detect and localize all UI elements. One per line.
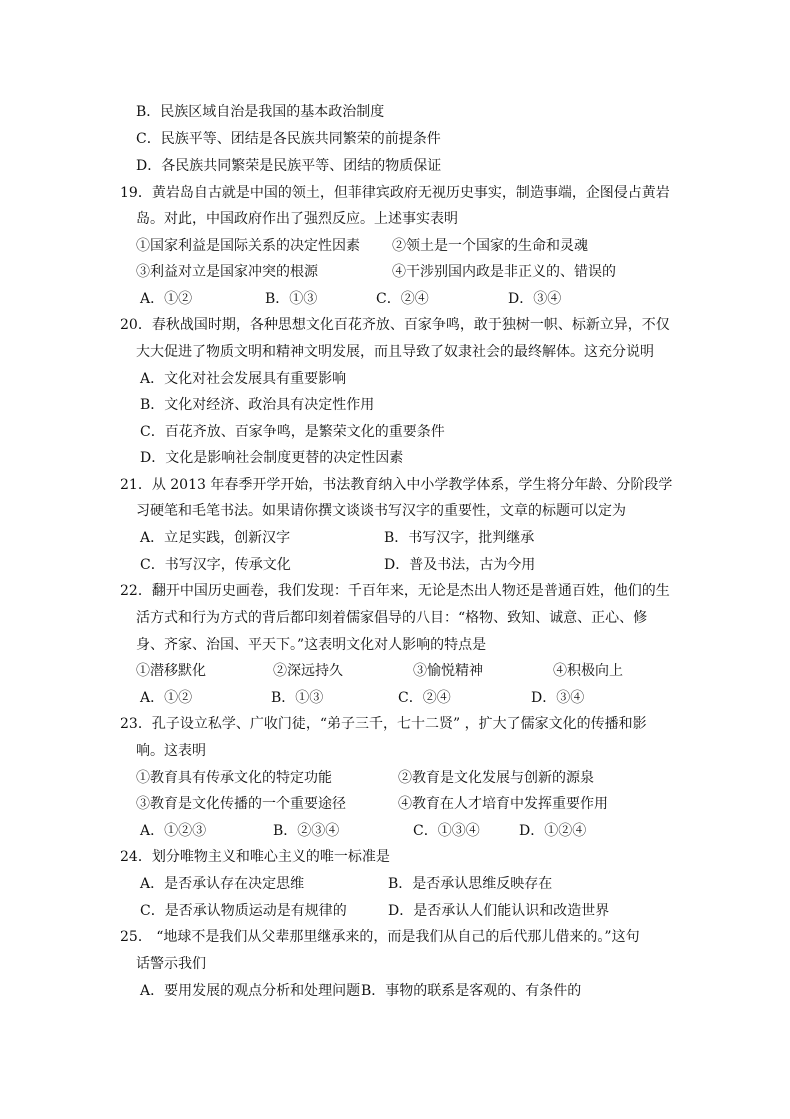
q21-option-d: D．普及书法，古为今用 — [384, 557, 536, 573]
q20-option-c: C．百花齐放、百家争鸣，是繁荣文化的重要条件 — [140, 424, 445, 440]
q19-option-c: C．②④ — [376, 291, 429, 307]
q19-option-a: A．①② — [140, 291, 193, 307]
q22-stem-line1: 22．翻开中国历史画卷，我们发现：千百年来，无论是杰出人物还是普通百姓，他们的生 — [120, 583, 670, 599]
q19-option-d: D．③④ — [508, 291, 562, 307]
q22-option-c: C．②④ — [398, 690, 451, 706]
q23-option-d: D．①②④ — [519, 823, 587, 839]
q22-option-a: A．①② — [140, 690, 193, 706]
q23-option-a: A．①②③ — [140, 823, 207, 839]
q23-option-b: B．②③④ — [273, 823, 340, 839]
q23-stem-line1: 23．孔子设立私学、广收门徒，“弟子三千，七十二贤” ，扩大了儒家文化的传播和影 — [120, 716, 647, 732]
q23-stem-line2: 响。这表明 — [136, 743, 206, 759]
q18-option-d: D．各民族共同繁荣是民族平等、团结的物质保证 — [136, 158, 442, 174]
q19-option-b: B．①③ — [265, 291, 318, 307]
q25-stem-line1: 25． “地球不是我们从父辈那里继承来的，而是我们从自己的后代那儿借来的。”这句 — [120, 929, 640, 945]
q22-statement-2: ②深远持久 — [273, 663, 343, 679]
q24-option-a: A．是否承认存在决定思维 — [140, 876, 305, 892]
q25-stem-line2: 话警示我们 — [136, 956, 206, 972]
q25-option-a: A．要用发展的观点分析和处理问题 — [140, 983, 361, 999]
q22-statement-1: ①潜移默化 — [136, 663, 206, 679]
q22-stem-line3: 身、齐家、治国、平天下。”这表明文化对人影响的特点是 — [136, 637, 487, 653]
q24-option-b: B．是否承认思维反映存在 — [388, 876, 553, 892]
q20-stem-line1: 20．春秋战国时期，各种思想文化百花齐放、百家争鸣，敢于独树一帜、标新立异，不仅 — [120, 317, 670, 333]
q21-option-c: C．书写汉字，传承文化 — [140, 557, 291, 573]
q21-option-b: B．书写汉字，批判继承 — [384, 530, 535, 546]
q20-option-a: A．文化对社会发展具有重要影响 — [140, 371, 347, 387]
q22-statement-4: ④积极向上 — [553, 663, 623, 679]
q19-statement-2: ②领土是一个国家的生命和灵魂 — [392, 238, 588, 254]
q19-stem-line1: 19．黄岩岛自古就是中国的领土，但菲律宾政府无视历史事实，制造事端，企图侵占黄岩 — [120, 185, 670, 201]
q22-option-d: D．③④ — [531, 690, 585, 706]
q21-option-a: A．立足实践，创新汉字 — [140, 530, 291, 546]
q23-statement-2: ②教育是文化发展与创新的源泉 — [398, 770, 594, 786]
q22-option-b: B．①③ — [271, 690, 324, 706]
q18-option-c: C．民族平等、团结是各民族共同繁荣的前提条件 — [136, 131, 441, 147]
q22-statement-3: ③愉悦精神 — [413, 663, 483, 679]
q21-stem-line2: 习硬笔和毛笔书法。如果请你撰文谈谈书写汉字的重要性，文章的标题可以定为 — [136, 503, 626, 519]
q23-statement-4: ④教育在人才培育中发挥重要作用 — [398, 796, 608, 812]
q18-option-b: B．民族区域自治是我国的基本政治制度 — [136, 104, 385, 120]
q21-stem-line1: 21．从 2013 年春季开学开始，书法教育纳入中小学教学体系，学生将分年龄、分阶段学 — [120, 477, 673, 493]
q24-option-d: D．是否承认人们能认识和改造世界 — [388, 903, 610, 919]
q19-statement-1: ①国家利益是国际关系的决定性因素 — [136, 238, 360, 254]
q19-stem-line2: 岛。对此，中国政府作出了强烈反应。上述事实表明 — [136, 211, 458, 227]
q23-statement-3: ③教育是文化传播的一个重要途径 — [136, 796, 346, 812]
q20-option-d: D．文化是影响社会制度更替的决定性因素 — [140, 450, 404, 466]
q19-statement-4: ④干涉别国内政是非正义的、错误的 — [392, 264, 616, 280]
q24-stem: 24．划分唯物主义和唯心主义的唯一标准是 — [120, 849, 390, 865]
q19-statement-3: ③利益对立是国家冲突的根源 — [136, 264, 318, 280]
q20-stem-line2: 大大促进了物质文明和精神文明发展，而且导致了奴隶社会的最终解体。这充分说明 — [136, 344, 654, 360]
q25-option-b: B．事物的联系是客观的、有条件的 — [361, 983, 582, 999]
q22-stem-line2: 活方式和行为方式的背后都印刻着儒家倡导的八目：“格物、致知、诚意、正心、修 — [136, 610, 648, 626]
q23-statement-1: ①教育具有传承文化的特定功能 — [136, 770, 332, 786]
q23-option-c: C．①③④ — [413, 823, 480, 839]
q20-option-b: B．文化对经济、政治具有决定性作用 — [140, 397, 375, 413]
q24-option-c: C．是否承认物质运动是有规律的 — [140, 903, 347, 919]
